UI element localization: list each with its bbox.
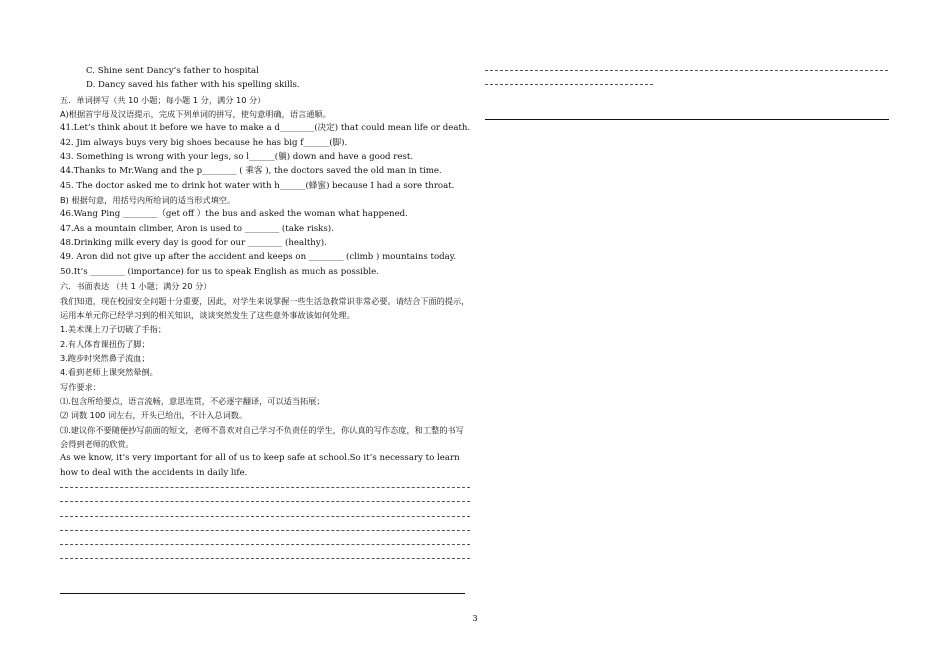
requirements-title: 写作要求： (60, 381, 101, 392)
writing-line (60, 551, 470, 565)
question-44: 44.Thanks to Mr.Wang and the p________ ( 乘客 ), the doctors saved the old man in time. (60, 166, 442, 177)
writing-line (60, 523, 470, 537)
writing-line-right-short (485, 84, 653, 85)
writing-line (60, 509, 470, 523)
point-2: 2.有人体育课扭伤了脚； (60, 338, 150, 349)
question-45: 45. The doctor asked me to drink hot water with h______(蜂蜜) because I had a sore throat. (60, 180, 455, 191)
point-4: 4.看到老师上课突然晕倒。 (60, 367, 158, 378)
partB-instruction: B) 根据句意，用括号内所给词的适当形式填空。 (60, 195, 236, 206)
writing-opening: As we know, it’s very important for all of us to keep safe at school.So it’s necessary to learn how to deal with the accidents in daily life. (60, 453, 460, 478)
question-49: 49. Aron did not give up after the accident and keeps on ________ (climb ) mountains today. (60, 252, 457, 263)
left-column (60, 64, 470, 566)
question-46: 46.Wang Ping ________（get off ）the bus and asked the woman what happened. (60, 209, 408, 220)
writing-intro: 我们知道，现在校园安全问题十分重要，因此，对学生来说掌握一些生活急救常识非常必要。请结合下面的提示，运用本单元你已经学习到的相关知识，谈谈突然发生了这些意外事故该如何处理。 (60, 295, 470, 320)
question-47: 47.As a mountain climber, Aron is used to ________ (take risks). (60, 223, 334, 234)
option-c: C. Shine sent Dancy’s father to hospital (86, 66, 259, 76)
writing-line-right (485, 70, 888, 71)
writing-line (60, 494, 470, 508)
requirement-1: ⑴.包含所给要点，语言流畅，意思连贯，不必逐字翻译，可以适当拓展； (60, 395, 325, 406)
page-number: 3 (472, 614, 478, 624)
question-41: 41.Let’s think about it before we have to make a d________(决定) that could mean life or death. (60, 123, 470, 134)
point-3: 3.跑步时突然鼻子流血； (60, 352, 150, 363)
section6-title: 六．书面表达 （共 1 小题；满分 20 分） (60, 281, 212, 292)
requirement-3: ⑶.建议你不要随便抄写前面的短文，老师不喜欢对自己学习不负责任的学生，你认真的写作态度，和工整的书写会得到老师的欣赏。 (60, 424, 464, 449)
question-43: 43. Something is wrong with your legs, so l______(躺) down and have a good rest. (60, 152, 414, 163)
option-d: D. Dancy saved his father with his spelling skills. (86, 80, 300, 91)
writing-line (60, 480, 470, 494)
question-48: 48.Drinking milk every day is good for our ________ (healthy). (60, 238, 327, 249)
requirement-2: ⑵ 词数 100 词左右，开头已给出，不计入总词数。 (60, 410, 248, 421)
question-42: 42. Jim always buys very big shoes because he has big f______(脚). (60, 137, 348, 148)
point-1: 1.美术课上刀子切破了手指； (60, 324, 167, 335)
left-bottom-rule (60, 593, 465, 594)
section5-title: 五．单词拼写（共 10 小题；每小题 1 分，满分 10 分） (60, 94, 266, 105)
writing-line (60, 537, 470, 551)
partA-instruction: A)根据首字母及汉语提示，完成下列单词的拼写，使句意明确，语言通顺。 (60, 109, 331, 120)
question-50: 50.It’s ________ (importance) for us to speak English as much as possible. (60, 266, 380, 277)
right-rule (485, 119, 889, 120)
